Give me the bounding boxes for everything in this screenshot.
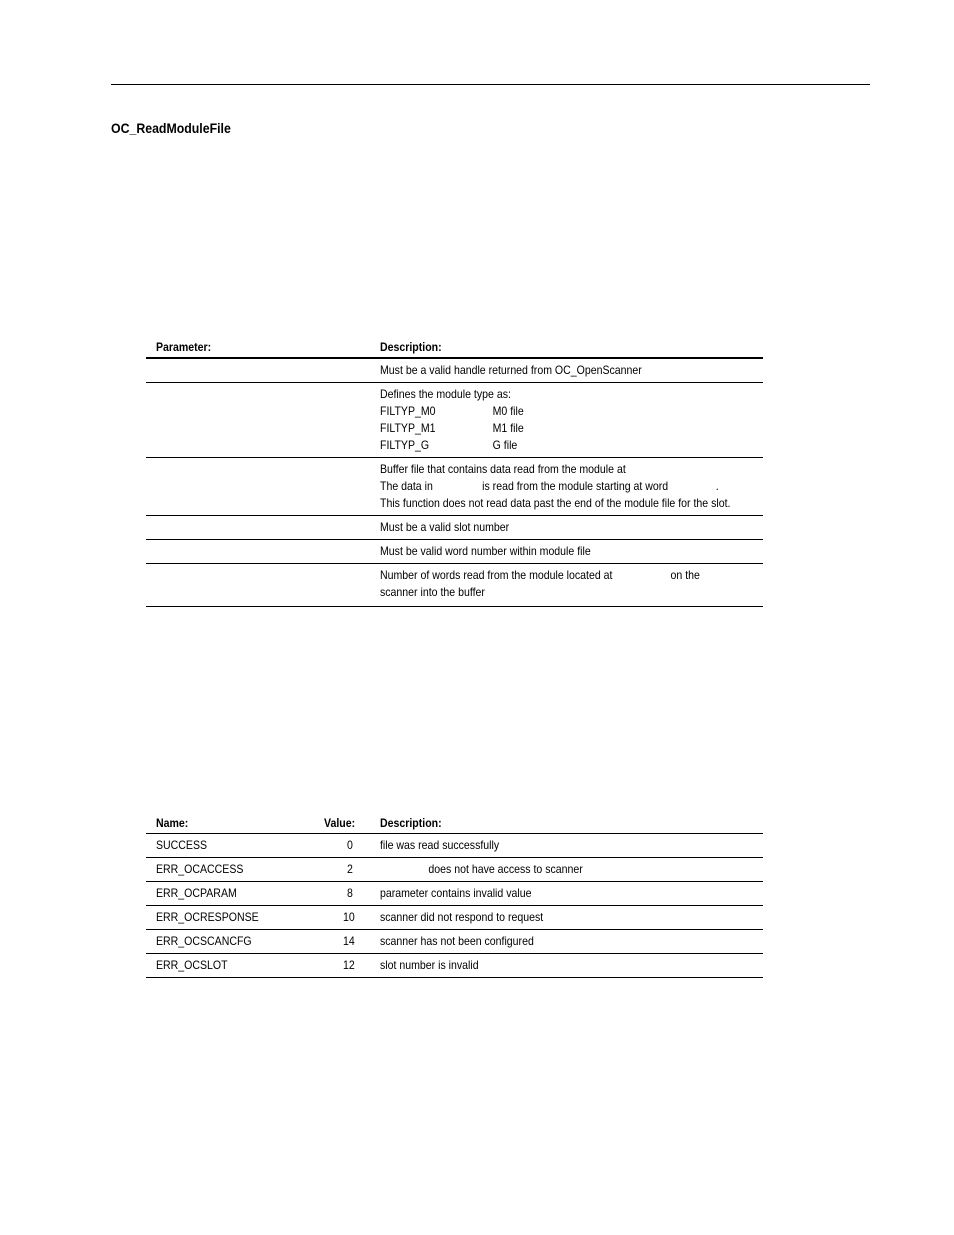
file-type-row: FILTYP_M1 M1 file xyxy=(380,421,524,435)
return-values-table xyxy=(146,812,763,978)
description-cell: file was read successfully xyxy=(370,834,763,858)
name-cell: ERR_OCPARAM xyxy=(146,882,320,906)
description-cell: Buffer file that contains data read from the module at The data in is read from the module starting at word . This function does not read data past the end of the module file for the slot. xyxy=(370,458,763,516)
table-row xyxy=(146,834,763,858)
description-cell: scanner has not been configured xyxy=(370,930,763,954)
parameter-table xyxy=(146,336,763,607)
description-cell: Number of words read from the module located at on the scanner into the buffer xyxy=(370,564,763,607)
parameter-cell xyxy=(146,383,370,458)
description-cell: does not have access to scanner xyxy=(370,858,763,882)
name-cell: SUCCESS xyxy=(146,834,320,858)
table-row xyxy=(146,564,763,607)
table-row xyxy=(146,882,763,906)
description-header: Description: xyxy=(370,336,763,358)
value-cell: 8 xyxy=(320,882,370,906)
table-row xyxy=(146,954,763,978)
description-cell: Must be a valid handle returned from OC_OpenScanner xyxy=(370,358,763,383)
parameter-cell xyxy=(146,358,370,383)
table-row xyxy=(146,540,763,564)
parameter-cell xyxy=(146,516,370,540)
table-row xyxy=(146,906,763,930)
header-rule xyxy=(111,84,870,85)
table-row xyxy=(146,858,763,882)
table-row xyxy=(146,458,763,516)
table-row xyxy=(146,383,763,458)
parameter-header: Parameter: xyxy=(146,336,370,358)
name-cell: ERR_OCRESPONSE xyxy=(146,906,320,930)
file-type-row: FILTYP_G G file xyxy=(380,438,518,452)
name-cell: ERR_OCACCESS xyxy=(146,858,320,882)
description-cell: Must be a valid slot number xyxy=(370,516,763,540)
parameter-table-header xyxy=(146,336,763,358)
value-cell: 10 xyxy=(320,906,370,930)
value-cell: 14 xyxy=(320,930,370,954)
value-cell: 0 xyxy=(320,834,370,858)
return-table-header xyxy=(146,812,763,834)
name-cell: ERR_OCSLOT xyxy=(146,954,320,978)
description-cell: Must be valid word number within module file xyxy=(370,540,763,564)
description-cell: parameter contains invalid value xyxy=(370,882,763,906)
page-title: OC_ReadModuleFile xyxy=(111,120,231,136)
parameter-cell xyxy=(146,458,370,516)
description-header: Description: xyxy=(370,812,763,834)
parameter-cell xyxy=(146,540,370,564)
name-cell: ERR_OCSCANCFG xyxy=(146,930,320,954)
table-row xyxy=(146,358,763,383)
name-header: Name: xyxy=(146,812,320,834)
parameter-cell xyxy=(146,564,370,607)
value-header: Value: xyxy=(320,812,370,834)
table-row xyxy=(146,516,763,540)
value-cell: 12 xyxy=(320,954,370,978)
description-cell: scanner did not respond to request xyxy=(370,906,763,930)
value-cell: 2 xyxy=(320,858,370,882)
description-cell: Defines the module type as: FILTYP_M0 M0 file FILTYP_M1 M1 file FILTYP_G G file xyxy=(370,383,763,458)
file-type-row: FILTYP_M0 M0 file xyxy=(380,404,524,418)
table-row xyxy=(146,930,763,954)
description-cell: slot number is invalid xyxy=(370,954,763,978)
